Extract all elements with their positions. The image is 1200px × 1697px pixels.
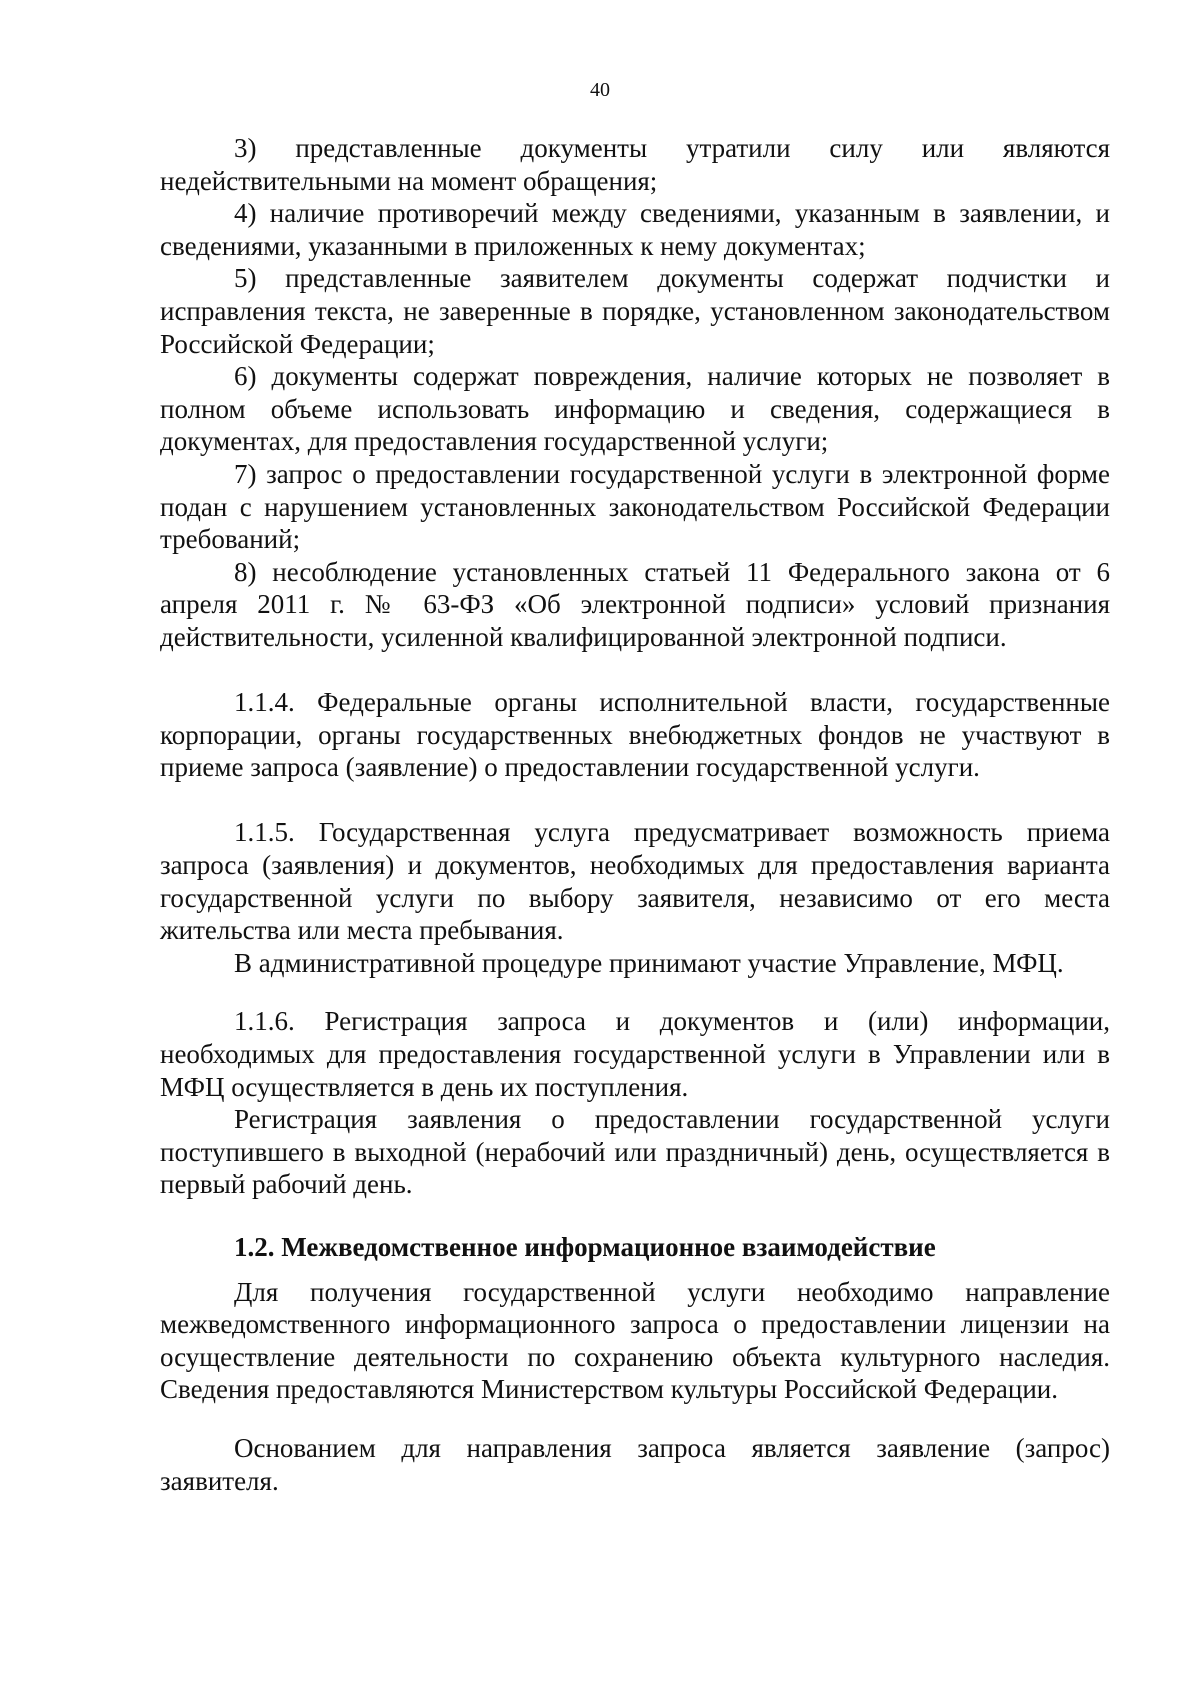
document-body	[160, 132, 1110, 1497]
clause-1-1-5: 1.1.5. Государственная услуга предусматривает возможность приема запроса (заявления) и документов, необходимых для предоставления варианта государственной услуги по выбору заявителя, независимо от его места жительства или места пребывания.	[160, 817, 1110, 946]
section-1-2-paragraph-1: Для получения государственной услуги необходимо направление межведомственного информационного запроса о предоставлении лицензии на осуществление деятельности по сохранению объекта культурного наследия. Сведения предоставляются Министерством культуры Российской Федерации.	[160, 1276, 1110, 1405]
list-item-4: 4) наличие противоречий между сведениями, указанным в заявлении, и сведениями, указанными в приложенных к нему документах;	[160, 198, 1110, 261]
section-1-2-paragraph-2: Основанием для направления запроса является заявление (запрос) заявителя.	[160, 1432, 1110, 1496]
clause-1-1-6: 1.1.6. Регистрация запроса и документов и (или) информации, необходимых для предоставления государственной услуги в Управлении или в МФЦ осуществляется в день их поступления.	[160, 1006, 1110, 1102]
list-item-5: 5) представленные заявителем документы содержат подчистки и исправления текста, не заверенные в порядке, установленном законодательством Российской Федерации;	[160, 263, 1110, 359]
page-number: 40	[590, 79, 610, 101]
section-heading-1-2: 1.2. Межведомственное информационное взаимодействие	[234, 1232, 936, 1262]
clause-1-1-5-participants: В административной процедуре принимают участие Управление, МФЦ.	[234, 947, 1064, 978]
clause-1-1-6-weekend-registration: Регистрация заявления о предоставлении государственной услуги поступившего в выходной (нерабочий или праздничный) день, осуществляется в первый рабочий день.	[160, 1104, 1110, 1200]
list-item-6: 6) документы содержат повреждения, наличие которых не позволяет в полном объеме использовать информацию и сведения, содержащиеся в документах, для предоставления государственной услуги;	[160, 361, 1110, 457]
list-item-7: 7) запрос о предоставлении государственной услуги в электронной форме подан с нарушением установленных законодательством Российской Федерации требований;	[160, 458, 1110, 555]
clause-1-1-4: 1.1.4. Федеральные органы исполнительной власти, государственные корпорации, органы государственных внебюджетных фондов не участвуют в приеме запроса (заявление) о предоставлении государственной услуги.	[160, 687, 1110, 783]
list-item-3: 3) представленные документы утратили силу или являются недействительными на момент обращения;	[160, 133, 1110, 196]
list-item-8: 8) несоблюдение установленных статьей 11 Федерального закона от 6 апреля 2011 г. № 63-ФЗ «Об электронной подписи» условий признания действительности, усиленной квалифицированной электронной подписи.	[160, 556, 1110, 652]
